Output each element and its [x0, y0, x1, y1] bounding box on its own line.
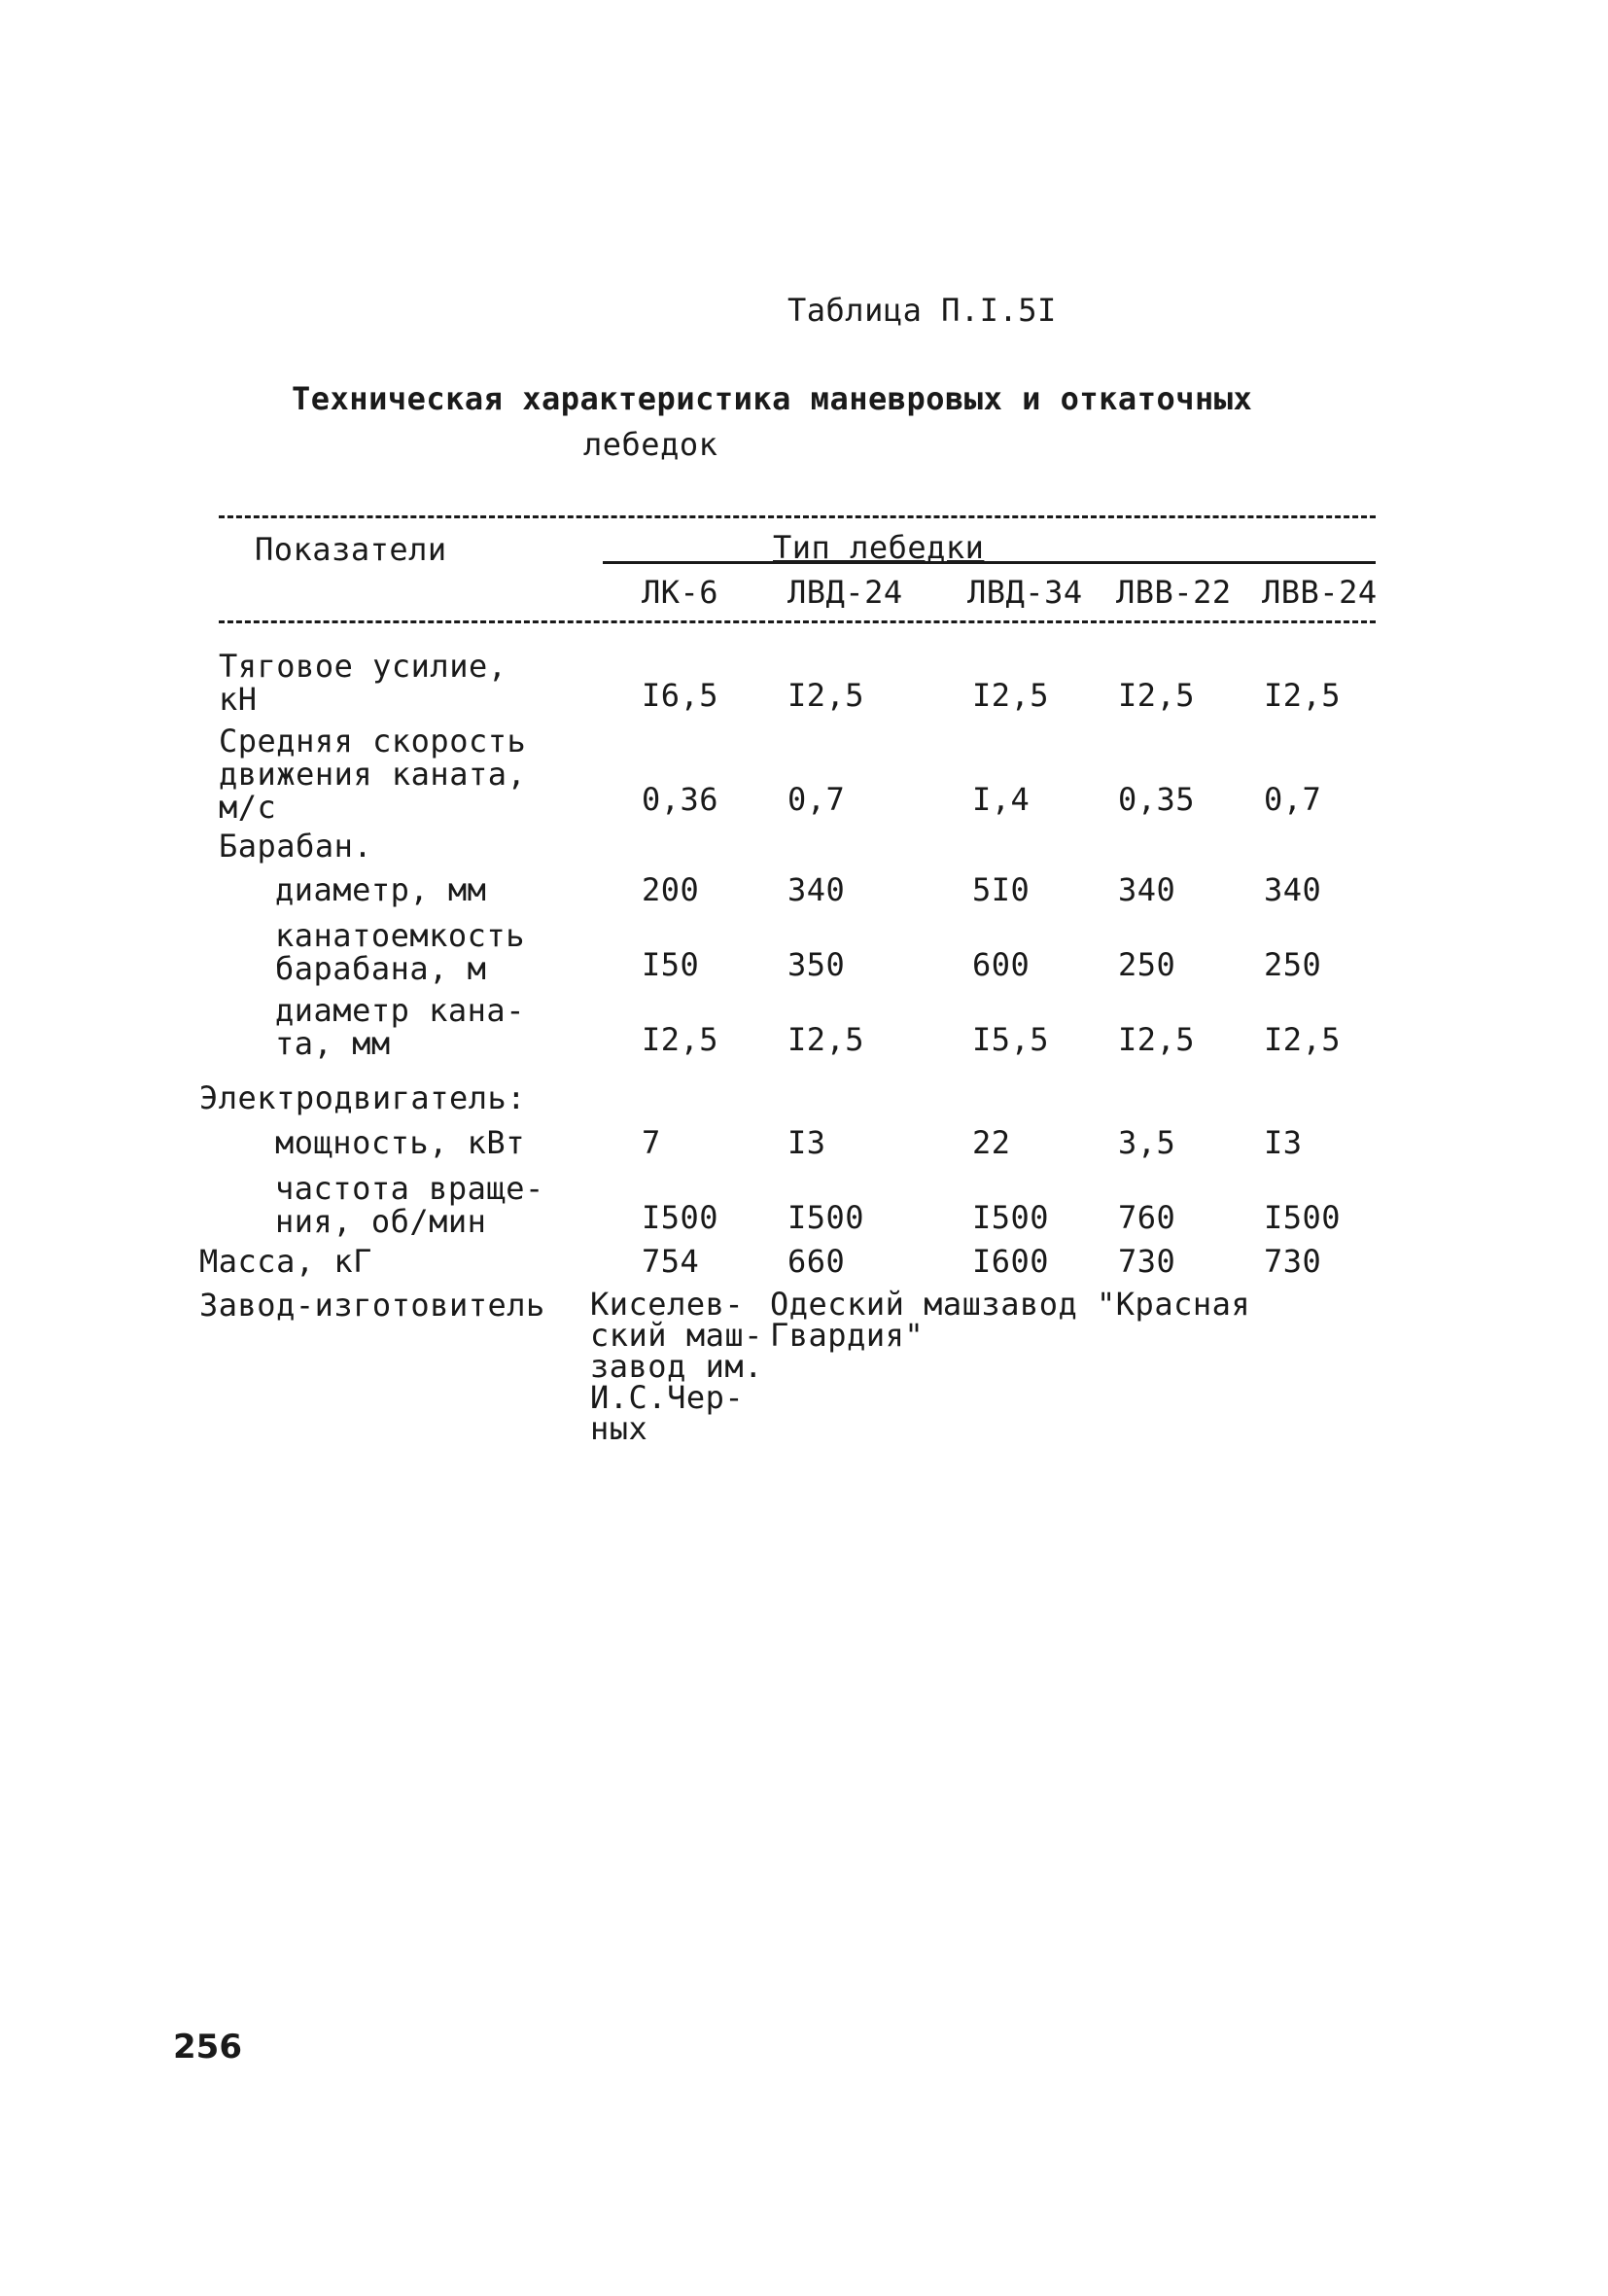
- cell-rotation-lk6: I500: [642, 1199, 719, 1236]
- col-header-lvv24: ЛВВ-24: [1262, 574, 1378, 611]
- cell-rope-diameter-lvv22: I2,5: [1118, 1021, 1196, 1058]
- cell-power-lvv24: I3: [1264, 1124, 1303, 1161]
- cell-traction-lvv22: I2,5: [1118, 677, 1196, 714]
- cell-power-lvv22: 3,5: [1118, 1124, 1176, 1161]
- cell-rope-capacity-lvv22: 250: [1118, 946, 1176, 983]
- table-label: Таблица П.I.5I: [787, 292, 1057, 329]
- cell-speed-lvd24: 0,7: [787, 781, 846, 818]
- cell-drum-diameter-lk6: 200: [642, 871, 700, 908]
- table-top-rule: [219, 515, 1376, 518]
- cell-speed-lvv22: 0,35: [1118, 781, 1196, 818]
- row-label-power: мощность, кВт: [275, 1124, 525, 1161]
- cell-speed-lvd34: I,4: [972, 781, 1031, 818]
- cell-power-lvd24: I3: [787, 1124, 826, 1161]
- cell-traction-lvd34: I2,5: [972, 677, 1050, 714]
- cell-mass-lk6: 754: [642, 1243, 700, 1280]
- row-label-drum: Барабан.: [219, 828, 373, 865]
- col-header-lvd24: ЛВД-24: [787, 574, 903, 611]
- row-label-drum-diameter: диаметр, мм: [275, 871, 487, 908]
- cell-drum-diameter-lvv22: 340: [1118, 871, 1176, 908]
- row-label-rope-capacity: канатоемкость барабана, м: [275, 917, 525, 987]
- row-label-rope-diameter: диаметр кана- та, мм: [275, 992, 525, 1062]
- cell-mass-lvd24: 660: [787, 1243, 846, 1280]
- row-label-mass: Масса, кГ: [199, 1243, 372, 1280]
- cell-traction-lvv24: I2,5: [1264, 677, 1342, 714]
- row-label-manufacturer: Завод-изготовитель: [199, 1287, 545, 1324]
- group-header-underline: [603, 561, 1376, 564]
- cell-rotation-lvd34: I500: [972, 1199, 1050, 1236]
- cell-manufacturer-kiselevsky: Киселев- ский маш- завод им. И.С.Чер- ных: [590, 1286, 763, 1447]
- cell-power-lvd34: 22: [972, 1124, 1011, 1161]
- cell-mass-lvv22: 730: [1118, 1243, 1176, 1280]
- row-label-rotation: частота враще- ния, об/мин: [275, 1170, 544, 1240]
- cell-mass-lvv24: 730: [1264, 1243, 1322, 1280]
- cell-rotation-lvv22: 760: [1118, 1199, 1176, 1236]
- cell-rope-capacity-lvv24: 250: [1264, 946, 1322, 983]
- cell-rope-diameter-lvd34: I5,5: [972, 1021, 1050, 1058]
- cell-mass-lvd34: I600: [972, 1243, 1050, 1280]
- col-header-lvv22: ЛВВ-22: [1116, 574, 1232, 611]
- cell-rope-capacity-lvd24: 350: [787, 946, 846, 983]
- table-title-line2: лебедок: [583, 426, 718, 463]
- cell-traction-lvd24: I2,5: [787, 677, 865, 714]
- cell-drum-diameter-lvd24: 340: [787, 871, 846, 908]
- cell-speed-lvv24: 0,7: [1264, 781, 1322, 818]
- cell-rope-capacity-lvd34: 600: [972, 946, 1031, 983]
- cell-rotation-lvd24: I500: [787, 1199, 865, 1236]
- cell-speed-lk6: 0,36: [642, 781, 719, 818]
- cell-rope-diameter-lk6: I2,5: [642, 1021, 719, 1058]
- row-label-traction: Тяговое усилие, кН: [219, 648, 507, 718]
- col-header-lvd34: ЛВД-34: [967, 574, 1083, 611]
- cell-drum-diameter-lvv24: 340: [1264, 871, 1322, 908]
- cell-rope-diameter-lvd24: I2,5: [787, 1021, 865, 1058]
- cell-traction-lk6: I6,5: [642, 677, 719, 714]
- row-label-motor: Электродвигатель:: [199, 1079, 527, 1116]
- cell-rope-diameter-lvv24: I2,5: [1264, 1021, 1342, 1058]
- cell-drum-diameter-lvd34: 5I0: [972, 871, 1031, 908]
- cell-rope-capacity-lk6: I50: [642, 946, 700, 983]
- cell-rotation-lvv24: I500: [1264, 1199, 1342, 1236]
- page-number: 256: [173, 2028, 242, 2066]
- cell-power-lk6: 7: [642, 1124, 661, 1161]
- header-bottom-rule: [219, 620, 1376, 623]
- cell-manufacturer-odessa: Одеский машзавод "Красная Гвардия": [770, 1286, 1251, 1354]
- col-header-lk6: ЛК-6: [642, 574, 719, 611]
- table-title-line1: Техническая характеристика маневровых и откаточных: [292, 380, 1253, 417]
- row-label-rope-speed: Средняя скорость движения каната, м/с: [219, 723, 527, 826]
- header-winch-type: Тип лебедки: [773, 529, 985, 566]
- header-indicators: Показатели: [255, 531, 447, 568]
